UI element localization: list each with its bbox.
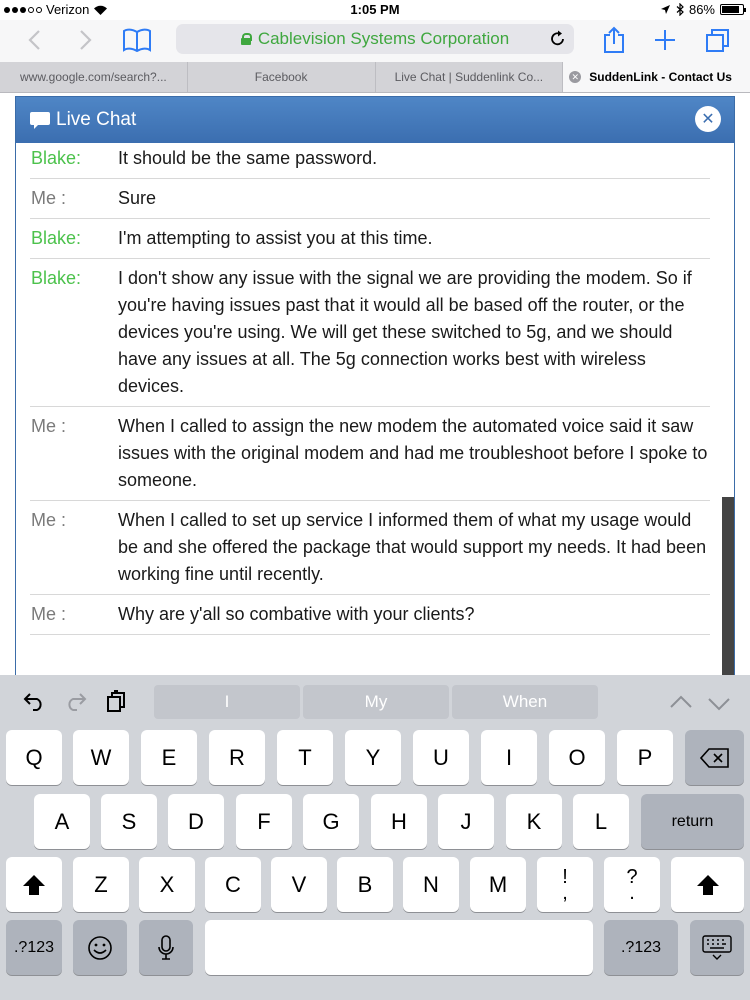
key-g[interactable]: G xyxy=(303,794,359,849)
message-sender: Blake: xyxy=(31,148,82,168)
close-icon: ✕ xyxy=(701,111,715,128)
tab-label: Facebook xyxy=(254,70,308,84)
key-m[interactable]: M xyxy=(470,857,526,912)
close-tab-icon[interactable]: ✕ xyxy=(569,71,581,83)
space-bar[interactable] xyxy=(205,920,593,975)
key-q[interactable]: Q xyxy=(6,730,62,785)
key-p[interactable]: P xyxy=(617,730,673,785)
key-s[interactable]: S xyxy=(101,794,157,849)
key-c[interactable]: C xyxy=(205,857,261,912)
back-button[interactable] xyxy=(20,24,48,56)
list-item xyxy=(30,595,710,635)
tab-google-search[interactable] xyxy=(0,62,188,92)
shift-icon xyxy=(696,874,720,896)
key-w[interactable]: W xyxy=(73,730,129,785)
key-v[interactable]: V xyxy=(271,857,327,912)
onscreen-keyboard xyxy=(0,675,750,1000)
key-top-char: ! xyxy=(562,865,568,888)
chevron-down-icon[interactable] xyxy=(705,689,733,717)
key-u[interactable]: U xyxy=(413,730,469,785)
key-b[interactable]: B xyxy=(337,857,393,912)
clock: 1:05 PM xyxy=(350,2,400,17)
plus-icon xyxy=(653,28,677,52)
key-x[interactable]: X xyxy=(139,857,195,912)
battery-icon xyxy=(720,4,744,15)
key-i[interactable]: I xyxy=(481,730,537,785)
chat-title: Live Chat xyxy=(56,109,137,130)
lock-icon xyxy=(241,33,251,45)
key-bottom-char: , xyxy=(562,881,568,904)
undo-button[interactable] xyxy=(20,687,48,715)
microphone-icon xyxy=(157,935,175,961)
message-sender: Me : xyxy=(31,604,67,624)
message-text: I'm attempting to assist you at this time. xyxy=(118,228,433,248)
live-chat-panel xyxy=(15,96,735,676)
carrier-name: Verizon xyxy=(46,2,90,17)
key-question-period[interactable] xyxy=(604,857,660,912)
key-a[interactable]: A xyxy=(34,794,90,849)
new-tab-button[interactable] xyxy=(651,24,679,56)
close-chat-button[interactable] xyxy=(695,106,721,132)
suggestion-2[interactable]: My xyxy=(303,685,449,719)
list-item xyxy=(30,259,710,407)
list-item xyxy=(30,143,710,179)
key-t[interactable]: T xyxy=(277,730,333,785)
message-text: Why are y'all so combative with your clients? xyxy=(118,604,475,624)
chevron-up-icon[interactable] xyxy=(667,689,695,717)
message-sender: Me : xyxy=(31,510,67,530)
paste-button[interactable] xyxy=(102,687,130,715)
redo-button[interactable] xyxy=(62,687,90,715)
message-sender: Me : xyxy=(31,416,67,436)
browser-tab-strip xyxy=(0,62,750,93)
key-o[interactable]: O xyxy=(549,730,605,785)
message-text: Sure xyxy=(118,188,157,208)
tabs-overview-button[interactable] xyxy=(703,24,733,56)
numbers-key-left[interactable]: .?123 xyxy=(6,920,62,975)
suggestion-3[interactable]: When xyxy=(452,685,598,719)
chat-header xyxy=(16,97,734,143)
tab-live-chat[interactable] xyxy=(376,62,564,92)
key-top-char: ? xyxy=(626,865,638,888)
share-icon xyxy=(603,26,625,54)
message-sender: Me : xyxy=(31,188,67,208)
message-sender: Blake: xyxy=(31,228,82,248)
reload-icon[interactable] xyxy=(550,30,566,47)
key-r[interactable]: R xyxy=(209,730,265,785)
message-list xyxy=(30,143,710,635)
message-sender: Blake: xyxy=(31,268,82,288)
key-e[interactable]: E xyxy=(141,730,197,785)
keyboard-dismiss-icon xyxy=(702,935,732,961)
message-text: When I called to assign the new modem the automated voice said it saw issues with the original modem and had me troubleshoot before I spoke to someone. xyxy=(118,416,708,490)
key-j[interactable]: J xyxy=(438,794,494,849)
key-h[interactable]: H xyxy=(371,794,427,849)
numbers-key-right[interactable]: .?123 xyxy=(604,920,678,975)
key-f[interactable]: F xyxy=(236,794,292,849)
list-item xyxy=(30,219,710,259)
tab-contact-us[interactable] xyxy=(563,62,750,92)
emoji-key[interactable] xyxy=(73,920,127,975)
bluetooth-icon xyxy=(676,3,684,16)
key-exclamation-comma[interactable] xyxy=(537,857,593,912)
browser-toolbar xyxy=(0,20,750,62)
dictation-key[interactable] xyxy=(139,920,193,975)
keyboard-shortcut-bar xyxy=(0,675,750,727)
tabs-icon xyxy=(705,27,731,53)
message-text: I don't show any issue with the signal we are providing the modem. So if you're having issues past that it would all be based off the router, or the devices you're using. We will get these switched to 5g, and we should have any issues at all. The 5g connection works best with wireless devices. xyxy=(118,268,692,396)
shift-icon xyxy=(22,874,46,896)
address-host: Cablevision Systems Corporation xyxy=(257,29,510,48)
redo-icon xyxy=(64,691,88,711)
chat-bubble-icon xyxy=(30,112,50,128)
battery-percent: 86% xyxy=(688,2,715,17)
return-key[interactable]: return xyxy=(641,794,744,849)
message-text: When I called to set up service I informed them of what my usage would be and she offered the package that would support my needs. It had been working fine until recently. xyxy=(118,510,707,584)
message-text: It should be the same password. xyxy=(118,148,378,168)
forward-button[interactable] xyxy=(72,24,100,56)
tab-facebook[interactable] xyxy=(188,62,376,92)
chat-scrollbar[interactable] xyxy=(722,497,734,676)
emoji-icon xyxy=(87,935,113,961)
share-button[interactable] xyxy=(600,24,628,56)
key-y[interactable]: Y xyxy=(345,730,401,785)
tab-label: Live Chat | Suddenlink Co... xyxy=(394,70,544,84)
chevron-left-icon xyxy=(27,29,41,51)
key-bottom-char: . xyxy=(629,881,635,904)
clipboard-icon xyxy=(105,689,127,713)
tab-label: SuddenLink - Contact Us xyxy=(589,70,732,84)
key-l[interactable]: L xyxy=(573,794,629,849)
location-arrow-icon xyxy=(660,4,671,15)
key-z[interactable]: Z xyxy=(73,857,129,912)
suggestion-1[interactable]: I xyxy=(154,685,300,719)
key-n[interactable]: N xyxy=(403,857,459,912)
shift-key-left[interactable] xyxy=(6,857,62,912)
bookmarks-button[interactable] xyxy=(120,24,154,56)
hide-keyboard-key[interactable] xyxy=(690,920,744,975)
address-bar[interactable] xyxy=(176,24,574,54)
list-item xyxy=(30,501,710,595)
chevron-right-icon xyxy=(79,29,93,51)
list-item xyxy=(30,407,710,501)
book-icon xyxy=(122,28,152,52)
key-k[interactable]: K xyxy=(506,794,562,849)
backspace-icon xyxy=(700,748,730,768)
tab-label: www.google.com/search?... xyxy=(20,70,167,84)
shift-key-right[interactable] xyxy=(671,857,744,912)
list-item xyxy=(30,179,710,219)
key-d[interactable]: D xyxy=(168,794,224,849)
delete-key[interactable] xyxy=(685,730,744,785)
status-bar xyxy=(0,0,750,20)
undo-icon xyxy=(22,691,46,711)
